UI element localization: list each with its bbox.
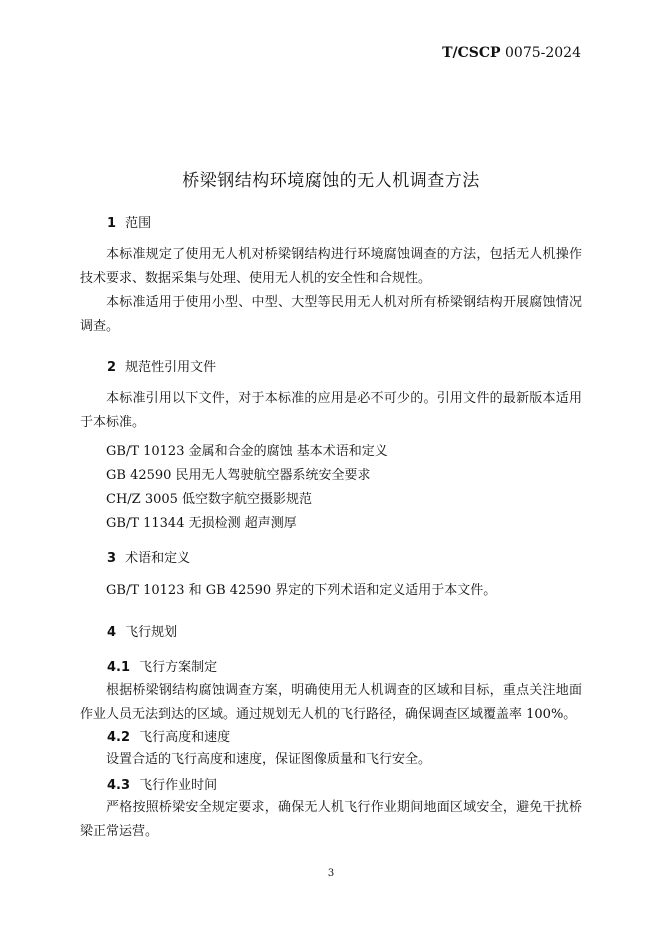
references-intro: 本标准引用以下文件，对于本标准的应用是必不可少的。引用文件的最新版本适用于本标准。 <box>80 391 582 430</box>
subsection-4-1-heading <box>107 656 217 675</box>
reference-item: GB/T 10123 金属和合金的腐蚀 基本术语和定义 <box>106 444 388 459</box>
reference-item: GB 42590 民用无人驾驶航空器系统安全要求 <box>106 468 371 483</box>
terms-paragraph: GB/T 10123 和 GB 42590 界定的下列术语和定义适用于本文件。 <box>106 583 497 598</box>
section-number: 3 <box>107 551 117 566</box>
section-title: 术语和定义 <box>125 551 191 566</box>
standard-number: 0075-2024 <box>505 45 581 61</box>
section-3-heading <box>107 547 190 566</box>
document-title: 桥梁钢结构环境腐蚀的无人机调查方法 <box>182 171 480 191</box>
reference-item: GB/T 11344 无损检测 超声测厚 <box>106 516 297 531</box>
page-number: 3 <box>327 868 335 879</box>
section-title: 规范性引用文件 <box>125 360 217 375</box>
subsection-title: 飞行高度和速度 <box>139 730 231 745</box>
subsection-number: 4.3 <box>107 778 131 793</box>
subsection-number: 4.1 <box>107 660 131 675</box>
subsection-title: 飞行方案制定 <box>139 660 218 675</box>
section-title: 飞行规划 <box>125 625 178 640</box>
section-2-heading <box>107 356 216 375</box>
section-4-heading <box>107 621 177 640</box>
subsection-4-3-paragraph: 严格按照桥梁安全规定要求，确保无人机飞行作业期间地面区域安全，避免干扰桥梁正常运营。 <box>80 800 582 839</box>
subsection-4-2-heading <box>107 726 230 745</box>
section-number: 4 <box>107 625 117 640</box>
section-title: 范围 <box>125 216 152 231</box>
subsection-4-2-paragraph: 设置合适的飞行高度和速度，保证图像质量和飞行安全。 <box>106 752 432 767</box>
section-1-heading <box>107 212 151 231</box>
standard-prefix: T/CSCP <box>442 45 501 61</box>
scope-paragraph-2: 本标准适用于使用小型、中型、大型等民用无人机对所有桥梁钢结构开展腐蚀情况调查。 <box>80 295 582 334</box>
scope-paragraph-1: 本标准规定了使用无人机对桥梁钢结构进行环境腐蚀调查的方法，包括无人机操作技术要求、数据采集与处理、使用无人机的安全性和合规性。 <box>80 247 582 286</box>
standard-code <box>442 45 581 61</box>
reference-item: CH/Z 3005 低空数字航空摄影规范 <box>106 492 313 507</box>
section-number: 1 <box>107 216 117 231</box>
subsection-number: 4.2 <box>107 730 131 745</box>
subsection-4-1-paragraph: 根据桥梁钢结构腐蚀调查方案，明确使用无人机调查的区域和目标，重点关注地面作业人员无法到达的区域。通过规划无人机的飞行路径，确保调查区域覆盖率 100%。 <box>80 683 582 722</box>
subsection-4-3-heading <box>107 774 217 793</box>
subsection-title: 飞行作业时间 <box>139 778 218 793</box>
section-number: 2 <box>107 360 117 375</box>
